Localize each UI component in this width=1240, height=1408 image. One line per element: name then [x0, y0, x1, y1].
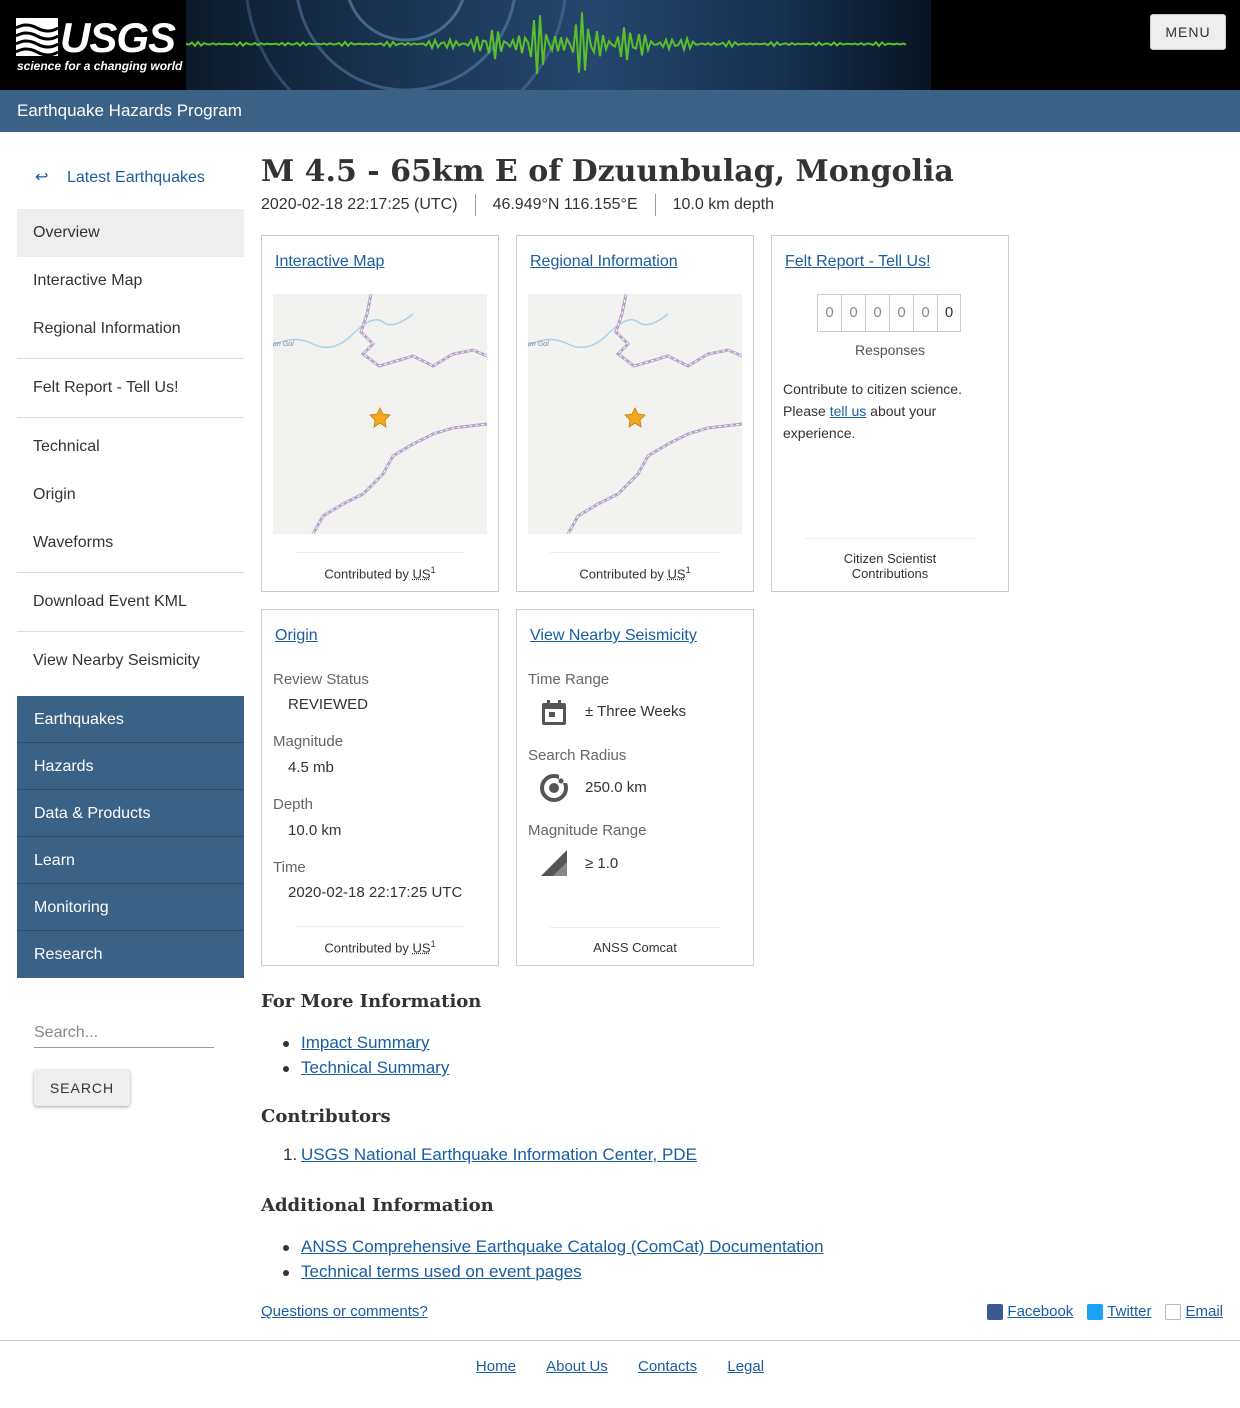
- questions-comments-link[interactable]: Questions or comments?: [261, 1303, 428, 1320]
- magnitude-signal-icon: [539, 848, 569, 878]
- card-contributed-by: [295, 926, 465, 955]
- depth-value: 10.0 km: [288, 822, 342, 839]
- more-info-heading: For More Information: [261, 991, 482, 1012]
- facebook-link[interactable]: Facebook: [1007, 1303, 1074, 1320]
- time-range-value: ± Three Weeks: [585, 703, 687, 720]
- map-image-icon: [528, 294, 742, 534]
- tell-us-link[interactable]: tell us: [829, 403, 867, 419]
- review-status-value: REVIEWED: [288, 696, 369, 713]
- email-link[interactable]: Email: [1185, 1303, 1223, 1320]
- site-navigation: [17, 696, 244, 978]
- nav-data-products[interactable]: Data & Products: [17, 790, 244, 837]
- magnitude-value: 4.5 mb: [288, 759, 334, 776]
- technical-summary-link[interactable]: Technical Summary: [301, 1058, 450, 1077]
- origin-link[interactable]: Origin: [275, 627, 318, 644]
- card-contributed-by: [295, 552, 465, 581]
- contributor-sup: 1: [685, 564, 691, 575]
- felt-report-description: [783, 378, 993, 444]
- sidebar-divider: [17, 417, 244, 418]
- counter-digit: 0: [841, 294, 865, 332]
- contributors-heading: Contributors: [261, 1106, 391, 1127]
- back-arrow-icon: ↩: [35, 169, 49, 186]
- contributor-abbr: US: [412, 566, 431, 581]
- map-thumbnail[interactable]: [528, 294, 742, 534]
- time-label: Time: [273, 859, 306, 876]
- nav-hazards[interactable]: Hazards: [17, 743, 244, 790]
- comcat-documentation-link[interactable]: ANSS Comprehensive Earthquake Catalog (ComCat) Documentation: [301, 1237, 824, 1256]
- time-range-label: Time Range: [528, 671, 610, 688]
- program-bar: [0, 90, 1240, 132]
- list-item: [283, 1234, 824, 1259]
- event-depth: 10.0 km depth: [672, 196, 775, 213]
- footer-about-link[interactable]: About Us: [546, 1358, 608, 1375]
- contributed-prefix: Contributed by: [579, 566, 664, 581]
- divider: [475, 194, 476, 216]
- usgs-logo[interactable]: [0, 0, 186, 90]
- felt-report-card[interactable]: [771, 235, 1009, 592]
- event-summary: [261, 194, 774, 216]
- additional-info-list: [283, 1234, 824, 1284]
- counter-digit: 0: [865, 294, 889, 332]
- sidebar-item-nearby-seismicity[interactable]: View Nearby Seismicity: [33, 652, 200, 669]
- sidebar-item-overview[interactable]: Overview: [17, 209, 244, 257]
- interactive-map-link[interactable]: Interactive Map: [275, 253, 385, 270]
- felt-text-before: Contribute to citizen science. Please: [783, 381, 962, 419]
- felt-report-link[interactable]: Felt Report - Tell Us!: [785, 253, 931, 270]
- sidebar-divider: [17, 631, 244, 632]
- map-image-icon: [273, 294, 487, 534]
- share-facebook[interactable]: [987, 1303, 1073, 1320]
- map-label: en Gol: [528, 341, 549, 348]
- seismogram-banner: [186, 0, 931, 90]
- map-label: en Gol: [273, 341, 294, 348]
- page-title: M 4.5 - 65km E of Dzuunbulag, Mongolia: [261, 154, 954, 189]
- contributors-list: [283, 1145, 697, 1165]
- search-input[interactable]: [34, 1018, 214, 1048]
- footer-contacts-link[interactable]: Contacts: [637, 1358, 698, 1375]
- footer-divider: [0, 1340, 1240, 1341]
- counter-digit: 0: [889, 294, 913, 332]
- more-info-list: [283, 1030, 449, 1080]
- footer-links: [0, 1358, 1240, 1375]
- search-form: [34, 1018, 214, 1096]
- counter-digit: 0: [817, 294, 841, 332]
- footer-legal-link[interactable]: Legal: [727, 1358, 765, 1375]
- depth-label: Depth: [273, 796, 314, 813]
- technical-terms-link[interactable]: Technical terms used on event pages: [301, 1262, 582, 1281]
- magnitude-label: Magnitude: [273, 733, 344, 750]
- search-radius-label: Search Radius: [528, 747, 627, 764]
- list-item: [283, 1030, 449, 1055]
- responses-counter: [817, 294, 961, 332]
- regional-information-link[interactable]: Regional Information: [530, 253, 678, 270]
- felt-text-after: about your experience.: [783, 403, 937, 441]
- header-banner: [0, 0, 1240, 90]
- sidebar-item-regional-information[interactable]: Regional Information: [33, 320, 181, 337]
- review-status-label: Review Status: [273, 671, 369, 688]
- contributor-sup: 1: [430, 564, 436, 575]
- share-links: [987, 1303, 1223, 1320]
- responses-label: Responses: [854, 342, 926, 358]
- sidebar-divider: [17, 572, 244, 573]
- regional-information-card[interactable]: [516, 235, 754, 592]
- contributor-sup: 1: [430, 938, 436, 949]
- additional-info-heading: Additional Information: [261, 1195, 494, 1216]
- footer-home-link[interactable]: Home: [475, 1358, 516, 1375]
- usgs-logo-tagline: science for a changing world: [17, 59, 183, 73]
- share-email[interactable]: [1165, 1303, 1223, 1320]
- nearby-seismicity-link[interactable]: View Nearby Seismicity: [530, 627, 697, 644]
- usgs-logo-text: USGS: [60, 14, 176, 61]
- calendar-icon: [539, 698, 569, 728]
- share-twitter[interactable]: [1087, 1303, 1151, 1320]
- contributed-prefix: Contributed by: [324, 566, 409, 581]
- sidebar-item-interactive-map[interactable]: Interactive Map: [33, 272, 143, 289]
- sidebar-item-download-kml[interactable]: Download Event KML: [33, 593, 187, 610]
- magnitude-range-label: Magnitude Range: [528, 822, 647, 839]
- contributor-abbr: US: [412, 940, 431, 955]
- latest-earthquakes-link[interactable]: [17, 155, 244, 201]
- event-location: 46.949°N 116.155°E: [492, 196, 638, 213]
- list-item: [283, 1259, 824, 1284]
- twitter-icon: [1087, 1304, 1103, 1320]
- card-contributed-by: [550, 552, 720, 581]
- sidebar: [17, 155, 244, 685]
- citizen-scientist-contributions: Citizen Scientist Contributions: [805, 538, 975, 581]
- facebook-icon: [987, 1304, 1003, 1320]
- sidebar-divider: [17, 358, 244, 359]
- seismogram-wave-icon: [186, 0, 931, 90]
- menu-button[interactable]: MENU: [1150, 14, 1226, 50]
- sidebar-item-origin[interactable]: Origin: [33, 486, 76, 503]
- program-title[interactable]: Earthquake Hazards Program: [17, 101, 242, 120]
- sidebar-item-technical[interactable]: Technical: [33, 438, 100, 455]
- divider: [655, 194, 656, 216]
- search-button[interactable]: SEARCH: [34, 1070, 130, 1106]
- list-item: [283, 1055, 449, 1080]
- magnitude-range-value: ≥ 1.0: [585, 855, 619, 872]
- sidebar-item-waveforms[interactable]: Waveforms: [33, 534, 114, 551]
- search-radius-value: 250.0 km: [585, 779, 647, 796]
- twitter-link[interactable]: Twitter: [1107, 1303, 1152, 1320]
- time-value: 2020-02-18 22:17:25 UTC: [288, 884, 463, 901]
- usgs-logo-mark-icon: [16, 18, 58, 56]
- contributor-abbr: US: [667, 566, 686, 581]
- sidebar-item-felt-report[interactable]: Felt Report - Tell Us!: [33, 379, 179, 396]
- nav-learn[interactable]: Learn: [17, 837, 244, 884]
- nav-monitoring[interactable]: Monitoring: [17, 884, 244, 931]
- event-time: 2020-02-18 22:17:25 (UTC): [261, 196, 458, 213]
- nearby-seismicity-card[interactable]: [516, 609, 754, 966]
- contributor-number: 1.: [283, 1145, 298, 1164]
- interactive-map-card[interactable]: [261, 235, 499, 592]
- counter-digit: 0: [937, 294, 961, 332]
- email-icon: [1165, 1304, 1181, 1320]
- latest-earthquakes-label: Latest Earthquakes: [67, 169, 205, 186]
- counter-digit: 0: [913, 294, 937, 332]
- radius-target-icon: [539, 773, 569, 803]
- contributed-prefix: Contributed by: [324, 940, 409, 955]
- nav-earthquakes[interactable]: Earthquakes: [17, 696, 244, 743]
- map-thumbnail[interactable]: [273, 294, 487, 534]
- anss-comcat-label: ANSS Comcat: [550, 927, 720, 955]
- contributor-neic-link[interactable]: USGS National Earthquake Information Center, PDE: [301, 1145, 697, 1164]
- origin-card[interactable]: [261, 609, 499, 966]
- nav-research[interactable]: Research: [17, 931, 244, 978]
- impact-summary-link[interactable]: Impact Summary: [301, 1033, 430, 1052]
